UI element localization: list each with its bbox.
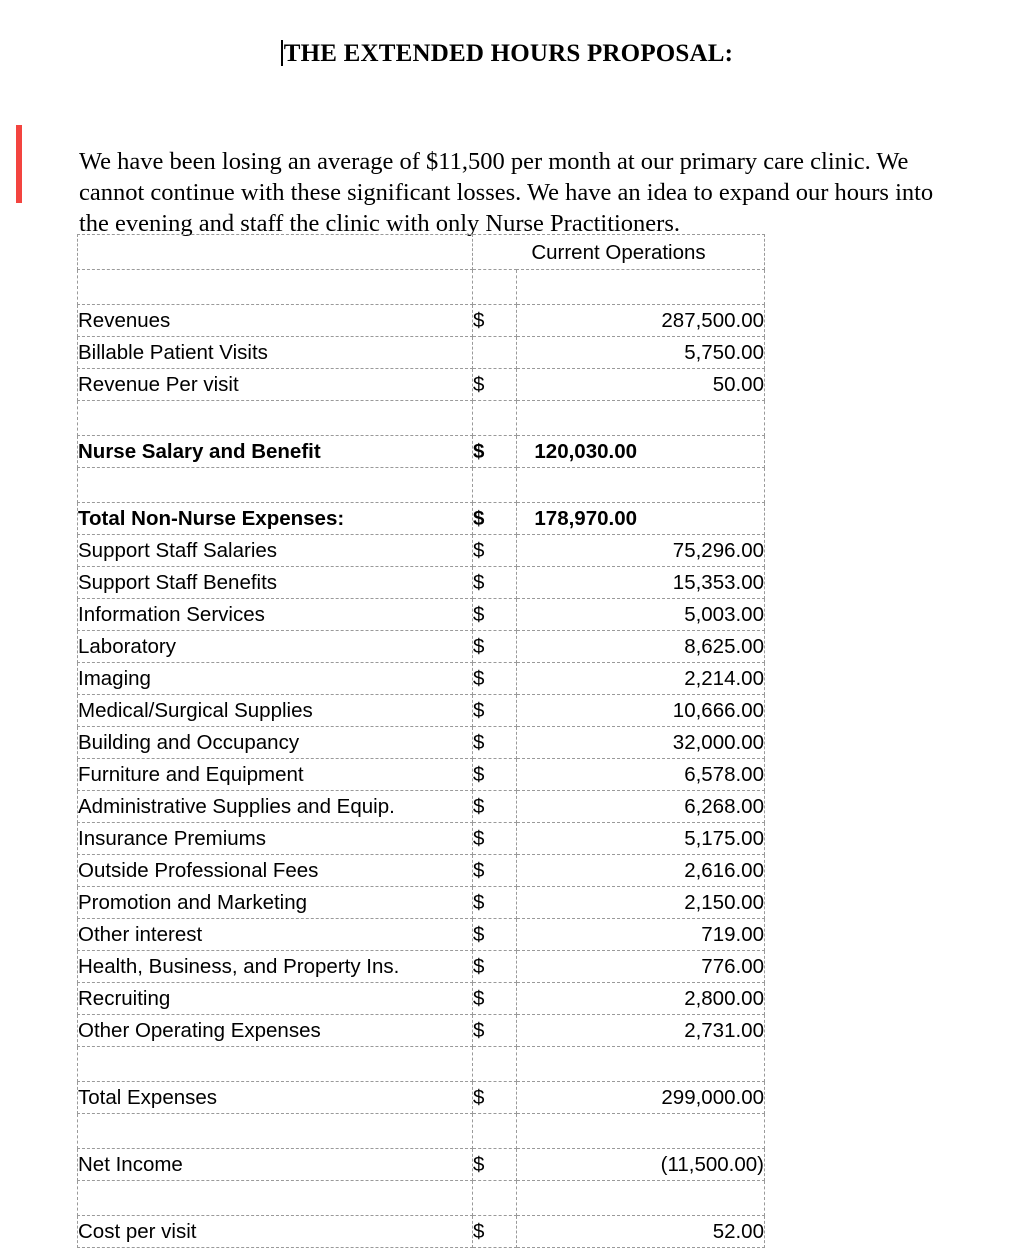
row-value: 32,000.00 [517, 727, 765, 759]
row-currency-symbol: $ [473, 727, 517, 759]
row-label [78, 1114, 473, 1149]
row-currency-symbol: $ [473, 951, 517, 983]
table-row [78, 1047, 765, 1082]
table-row [78, 337, 765, 369]
row-value: 120,030.00 [517, 436, 765, 468]
row-value: 299,000.00 [517, 1082, 765, 1114]
table-row [78, 823, 765, 855]
table-row [78, 791, 765, 823]
row-label: Furniture and Equipment [78, 759, 473, 791]
row-currency-symbol [473, 270, 517, 305]
table-row [78, 759, 765, 791]
row-label: Cost per visit [78, 1216, 473, 1248]
table-row [78, 1216, 765, 1248]
row-label: Nurse Salary and Benefit [78, 436, 473, 468]
row-value: 287,500.00 [517, 305, 765, 337]
row-value: 776.00 [517, 951, 765, 983]
row-label: Outside Professional Fees [78, 855, 473, 887]
row-label: Other Operating Expenses [78, 1015, 473, 1047]
row-currency-symbol [473, 337, 517, 369]
row-label: Promotion and Marketing [78, 887, 473, 919]
row-value [517, 401, 765, 436]
row-label: Imaging [78, 663, 473, 695]
row-value: 8,625.00 [517, 631, 765, 663]
row-label: Building and Occupancy [78, 727, 473, 759]
financial-table [77, 234, 765, 1248]
table-row [78, 599, 765, 631]
row-label: Net Income [78, 1149, 473, 1181]
table-row [78, 951, 765, 983]
row-currency-symbol [473, 1047, 517, 1082]
row-currency-symbol: $ [473, 631, 517, 663]
row-label [78, 1181, 473, 1216]
row-value [517, 270, 765, 305]
row-label: Support Staff Benefits [78, 567, 473, 599]
row-value: 52.00 [517, 1216, 765, 1248]
page-title [0, 40, 1014, 68]
row-label [78, 468, 473, 503]
row-value [517, 468, 765, 503]
table-row [78, 567, 765, 599]
table-row [78, 1082, 765, 1114]
row-currency-symbol: $ [473, 1015, 517, 1047]
row-value [517, 1114, 765, 1149]
table-row [78, 855, 765, 887]
table-row [78, 1149, 765, 1181]
financial-table-container [77, 234, 764, 1248]
row-value: 2,150.00 [517, 887, 765, 919]
row-label: Insurance Premiums [78, 823, 473, 855]
row-currency-symbol: $ [473, 305, 517, 337]
row-value: 15,353.00 [517, 567, 765, 599]
row-value: 6,578.00 [517, 759, 765, 791]
row-currency-symbol: $ [473, 663, 517, 695]
row-currency-symbol [473, 468, 517, 503]
row-label: Information Services [78, 599, 473, 631]
row-currency-symbol [473, 1181, 517, 1216]
row-currency-symbol: $ [473, 695, 517, 727]
row-value: 10,666.00 [517, 695, 765, 727]
table-row [78, 1181, 765, 1216]
row-currency-symbol: $ [473, 436, 517, 468]
table-row [78, 401, 765, 436]
row-label [78, 401, 473, 436]
row-label: Billable Patient Visits [78, 337, 473, 369]
row-value: 75,296.00 [517, 535, 765, 567]
row-value: 2,800.00 [517, 983, 765, 1015]
row-currency-symbol: $ [473, 599, 517, 631]
intro-paragraph: We have been losing an average of $11,500 per month at our primary care clinic. We cannot continue with these significant losses. We have an idea to expand our hours into the evening and staff the clinic with only Nurse Practitioners. [79, 147, 934, 237]
row-currency-symbol: $ [473, 983, 517, 1015]
row-label: Administrative Supplies and Equip. [78, 791, 473, 823]
row-label: Health, Business, and Property Ins. [78, 951, 473, 983]
row-currency-symbol: $ [473, 503, 517, 535]
table-row [78, 663, 765, 695]
row-value [517, 1181, 765, 1216]
table-row [78, 270, 765, 305]
row-label [78, 1047, 473, 1082]
row-label: Laboratory [78, 631, 473, 663]
row-label: Revenue Per visit [78, 369, 473, 401]
row-value: 5,003.00 [517, 599, 765, 631]
table-row [78, 887, 765, 919]
row-value: 5,750.00 [517, 337, 765, 369]
financial-table-body [78, 235, 765, 1248]
table-row [78, 919, 765, 951]
row-value: 2,214.00 [517, 663, 765, 695]
row-currency-symbol: $ [473, 535, 517, 567]
row-currency-symbol: $ [473, 887, 517, 919]
row-label: Recruiting [78, 983, 473, 1015]
row-currency-symbol: $ [473, 791, 517, 823]
row-currency-symbol [473, 401, 517, 436]
table-row [78, 983, 765, 1015]
table-row [78, 727, 765, 759]
row-currency-symbol: $ [473, 823, 517, 855]
row-label: Total Non-Nurse Expenses: [78, 503, 473, 535]
row-currency-symbol: $ [473, 1216, 517, 1248]
row-value: (11,500.00) [517, 1149, 765, 1181]
row-currency-symbol: $ [473, 759, 517, 791]
row-label [78, 270, 473, 305]
table-row [78, 436, 765, 468]
table-row [78, 695, 765, 727]
row-currency-symbol: $ [473, 919, 517, 951]
column-header-current-operations: Current Operations [473, 235, 765, 270]
table-row [78, 535, 765, 567]
row-value: 5,175.00 [517, 823, 765, 855]
table-row [78, 305, 765, 337]
row-label: Other interest [78, 919, 473, 951]
table-row [78, 631, 765, 663]
table-row [78, 1015, 765, 1047]
row-currency-symbol: $ [473, 855, 517, 887]
text-caret [281, 40, 283, 66]
row-value: 2,616.00 [517, 855, 765, 887]
row-currency-symbol [473, 1114, 517, 1149]
row-value: 719.00 [517, 919, 765, 951]
table-row [78, 235, 765, 270]
row-currency-symbol: $ [473, 567, 517, 599]
row-label: Support Staff Salaries [78, 535, 473, 567]
row-value [517, 1047, 765, 1082]
row-currency-symbol: $ [473, 1082, 517, 1114]
revision-change-bar [16, 125, 22, 203]
row-value: 2,731.00 [517, 1015, 765, 1047]
page-title-text: THE EXTENDED HOURS PROPOSAL: [283, 40, 734, 67]
row-currency-symbol: $ [473, 1149, 517, 1181]
table-row [78, 1114, 765, 1149]
row-label: Revenues [78, 305, 473, 337]
row-value: 178,970.00 [517, 503, 765, 535]
row-currency-symbol: $ [473, 369, 517, 401]
row-label: Total Expenses [78, 1082, 473, 1114]
table-row [78, 503, 765, 535]
row-value: 50.00 [517, 369, 765, 401]
table-row [78, 468, 765, 503]
row-value: 6,268.00 [517, 791, 765, 823]
row-label [78, 235, 473, 270]
table-row [78, 369, 765, 401]
row-label: Medical/Surgical Supplies [78, 695, 473, 727]
